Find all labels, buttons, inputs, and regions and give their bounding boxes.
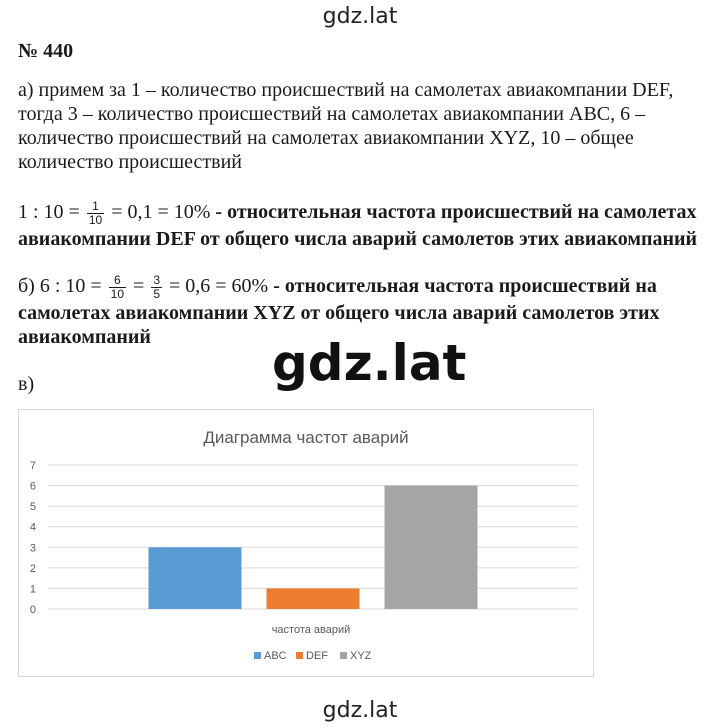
legend-swatch-abc bbox=[254, 652, 261, 659]
watermark-top: gdz.lat bbox=[322, 4, 398, 29]
part-b-equals: = bbox=[133, 275, 145, 298]
problem-number: № 440 bbox=[18, 40, 74, 62]
fraction-denominator: 5 bbox=[153, 287, 160, 301]
fraction-numerator: 1 bbox=[87, 200, 104, 214]
accident-frequency-chart bbox=[18, 409, 594, 677]
fraction-1-10 bbox=[87, 200, 104, 227]
legend-label-abc: ABC bbox=[264, 650, 287, 662]
bar-xyz bbox=[385, 486, 478, 609]
y-tick-label: 3 bbox=[29, 542, 36, 555]
part-a-formula-end: = 0,1 = 10% bbox=[111, 201, 211, 224]
part-v-label: в) bbox=[18, 373, 35, 395]
part-b-conclusion: - относительная частота происшествий на самолетах авиакомпании XYZ от общего числа аварий самолетов этих авиакомпаний bbox=[18, 275, 660, 348]
part-a-text: а) примем за 1 – количество происшествий на самолетах авиакомпании DEF, тогда 3 – количество происшествий на самолетах авиакомпании ABC, 6 – количество происшествий на самолетах авиакомпании XYZ, 10 – общее количество происшествий bbox=[18, 79, 674, 173]
part-b-formula-end: = 0,6 = 60% bbox=[169, 275, 269, 298]
fraction-6-10 bbox=[109, 274, 126, 301]
bar-abc bbox=[149, 547, 242, 609]
part-a-formula-start: 1 : 10 = bbox=[18, 201, 80, 224]
part-a-conclusion: - относительная частота происшествий на самолетах авиакомпании DEF от общего числа аварий самолетов этих авиакомпаний bbox=[18, 201, 698, 250]
chart-title: Диаграмма частот аварий bbox=[203, 428, 409, 447]
chart-legend bbox=[254, 650, 372, 662]
fraction-denominator: 10 bbox=[110, 287, 125, 301]
y-tick-label: 1 bbox=[29, 583, 36, 596]
chart-category-label: частота аварий bbox=[271, 624, 351, 636]
fraction-numerator: 3 bbox=[153, 273, 160, 287]
y-tick-label: 4 bbox=[29, 521, 36, 534]
legend-label-xyz: XYZ bbox=[350, 650, 372, 662]
legend-label-def: DEF bbox=[306, 650, 328, 662]
fraction-3-5 bbox=[151, 274, 162, 301]
y-tick-label: 2 bbox=[29, 562, 36, 575]
chart-frame bbox=[19, 410, 594, 677]
legend-swatch-xyz bbox=[340, 652, 347, 659]
y-tick-label: 7 bbox=[29, 460, 36, 472]
watermark-bottom: gdz.lat bbox=[322, 698, 398, 723]
y-tick-label: 5 bbox=[29, 501, 36, 514]
legend-swatch-def bbox=[296, 652, 303, 659]
fraction-numerator: 6 bbox=[109, 274, 126, 288]
bar-def bbox=[267, 588, 360, 609]
watermark-middle: gdz.lat bbox=[272, 334, 467, 392]
fraction-denominator: 10 bbox=[88, 213, 103, 227]
part-a-formula bbox=[18, 200, 718, 251]
y-tick-label: 0 bbox=[29, 604, 36, 616]
y-tick-label: 6 bbox=[29, 480, 36, 493]
part-b-formula-start: б) 6 : 10 = bbox=[18, 275, 102, 298]
